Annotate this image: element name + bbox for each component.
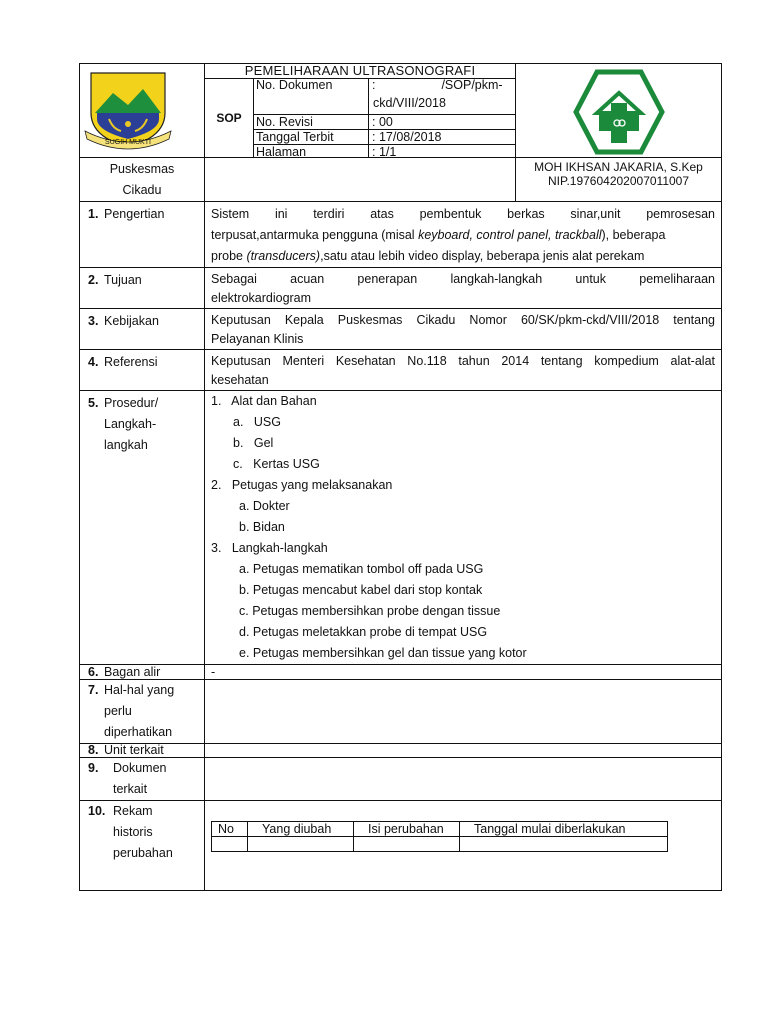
procedure-section-heading: 3. Langkah-langkah [211,541,328,555]
row-label [104,758,201,800]
procedure-item: a. Petugas mematikan tombol off pada USG [239,562,484,576]
column-header: No [212,822,248,837]
meta-value: : 00 [372,115,393,129]
procedure-item: e. Petugas membersihkan gel dan tissue yang kotor [239,646,527,660]
row-label-hal-hal [80,680,205,744]
content-line: Sistem ini terdiri atas pembentuk berkas sinar,unit pemrosesan [211,207,715,221]
column-header: Yang diubah [248,822,354,837]
meta-label: Halaman [253,145,369,158]
meta-value [369,78,515,114]
row-label-pengertian [80,202,205,268]
row-label-dokumen-terkait [80,758,205,801]
procedure-item: b. Bidan [239,520,285,534]
row-content-dokumen-terkait [205,758,722,801]
sop-label: SOP [205,78,254,157]
row-number: 3. [88,314,99,328]
row-content-referensi [205,350,722,391]
meta-label: No. Dokumen [253,78,369,114]
row-label-referensi [80,350,205,391]
row-number: 6. [88,665,99,679]
procedure-section-heading: 2. Petugas yang melaksanakan [211,478,393,492]
procedure-item: c. Petugas membersihkan probe dengan tissue [239,604,501,618]
content-line: kesehatan [211,373,269,387]
row-label [104,680,201,743]
row-number: 10. [88,804,106,818]
procedure-item: a. Dokter [239,499,290,513]
row-content-rekam-historis [205,801,722,891]
column-header: Tanggal mulai diberlakukan [460,822,668,837]
label-line: terkait [113,782,148,796]
row-label [110,801,201,864]
row-label-rekam-historis [80,801,205,891]
text-run: ,satu atau lebih video display, beberapa jenis alat perekam [320,249,645,263]
puskesmas-logo-icon [573,69,665,155]
change-history-table [211,821,668,852]
label-line: historis [113,825,153,839]
row-number: 2. [88,273,99,287]
signatory-nip: NIP.197604202007011007 [547,174,690,188]
row-number: 5. [88,396,99,410]
procedure-item: b. Petugas mencabut kabel dari stop kontak [239,583,483,597]
row-content-bagan-alir: - [205,665,722,680]
label-line: Langkah- [104,417,157,431]
row-label: Pengertian [104,207,165,221]
sop-table [79,63,722,891]
row-content-unit-terkait [205,744,722,758]
content-line [211,225,715,246]
procedure-item: d. Petugas meletakkan probe di tempat USG [239,625,488,639]
signatory-cell [516,158,722,202]
blank-header-cell [205,158,516,202]
puskesmas-name-cell [80,158,205,202]
row-label-prosedur [80,391,205,665]
row-label: Bagan alir [104,665,161,679]
row-label: Unit terkait [104,743,164,757]
label-line: Hal-hal yang [104,683,175,697]
table-cell [248,837,354,852]
change-history-empty-row [212,837,668,852]
italic-run: (transducers) [246,249,321,263]
column-header: Isi perubahan [354,822,460,837]
label-line: perubahan [113,846,173,860]
label-line: Dokumen [113,761,167,775]
document-title: PEMELIHARAAN ULTRASONOGRAFI [205,64,515,79]
row-content-prosedur [205,391,722,665]
meta-value: : 17/08/2018 [372,130,442,144]
header-middle-cell [205,64,516,158]
row-label: Kebijakan [104,314,159,328]
procedure-section-heading: 1. Alat dan Bahan [211,394,317,408]
signatory-name: MOH IKHSAN JAKARIA, S.Kep [534,160,703,174]
content-line: Sebagai acuan penerapan langkah-langkah untuk pemeliharaan [211,272,715,286]
content-line: Keputusan Menteri Kesehatan No.118 tahun 2014 tentang kompedium alat-alat [211,354,715,368]
change-history-header-row [212,822,668,837]
logo-motto-text: SUGIH MUKTI [105,139,151,146]
label-line: perlu [104,704,132,718]
procedure-item: c. Kertas USG [233,457,320,471]
procedure-item: a. USG [233,415,281,429]
meta-value-line: ckd/VIII/2018 [373,96,446,110]
meta-value: : 1/1 [372,145,397,159]
row-label-unit-terkait [80,744,205,758]
row-content-pengertian [205,202,722,268]
label-line: diperhatikan [104,725,173,739]
meta-row-tanggal-terbit [253,130,515,145]
meta-row-no-revisi [253,115,515,130]
row-label [104,393,201,456]
text-run: probe [211,249,247,263]
text-run: ), beberapa [601,228,666,242]
meta-label: No. Revisi [253,115,369,129]
content-line [211,246,715,267]
row-number: 8. [88,743,99,757]
row-number: 9. [88,761,99,775]
italic-run: keyboard, control panel, trackball [418,228,602,242]
content-line: elektrokardiogram [211,291,312,305]
meta-row-no-dokumen [253,78,515,115]
regency-logo-cell [80,64,205,158]
label-line: Rekam [113,804,153,818]
meta-label: Tanggal Terbit [253,130,369,144]
regency-emblem-icon [83,67,173,151]
puskesmas-label: Puskesmas [109,162,175,176]
content-line: Keputusan Kepala Puskesmas Cikadu Nomor 60/SK/pkm-ckd/VIII/2018 tentang [211,313,715,327]
content-line: Pelayanan Klinis [211,332,304,346]
row-number: 1. [88,207,99,221]
text-run: terpusat,antarmuka pengguna (misal [211,228,419,242]
row-label-bagan-alir [80,665,205,680]
procedure-item: b. Gel [233,436,274,450]
row-content-tujuan [205,268,722,309]
meta-value-line: : /SOP/pkm- [372,78,503,92]
row-label: Tujuan [104,273,142,287]
label-line: Prosedur/ [104,396,159,410]
meta-row-halaman [253,145,515,158]
row-number: 4. [88,355,99,369]
row-content-kebijakan [205,309,722,350]
row-content-hal-hal [205,680,722,744]
puskesmas-logo-cell [516,64,722,158]
table-cell [354,837,460,852]
puskesmas-location: Cikadu [122,183,162,197]
table-cell [212,837,248,852]
row-number: 7. [88,683,99,697]
row-label: Referensi [104,355,158,369]
label-line: langkah [104,438,148,452]
table-cell [460,837,668,852]
row-label-tujuan [80,268,205,309]
row-label-kebijakan [80,309,205,350]
